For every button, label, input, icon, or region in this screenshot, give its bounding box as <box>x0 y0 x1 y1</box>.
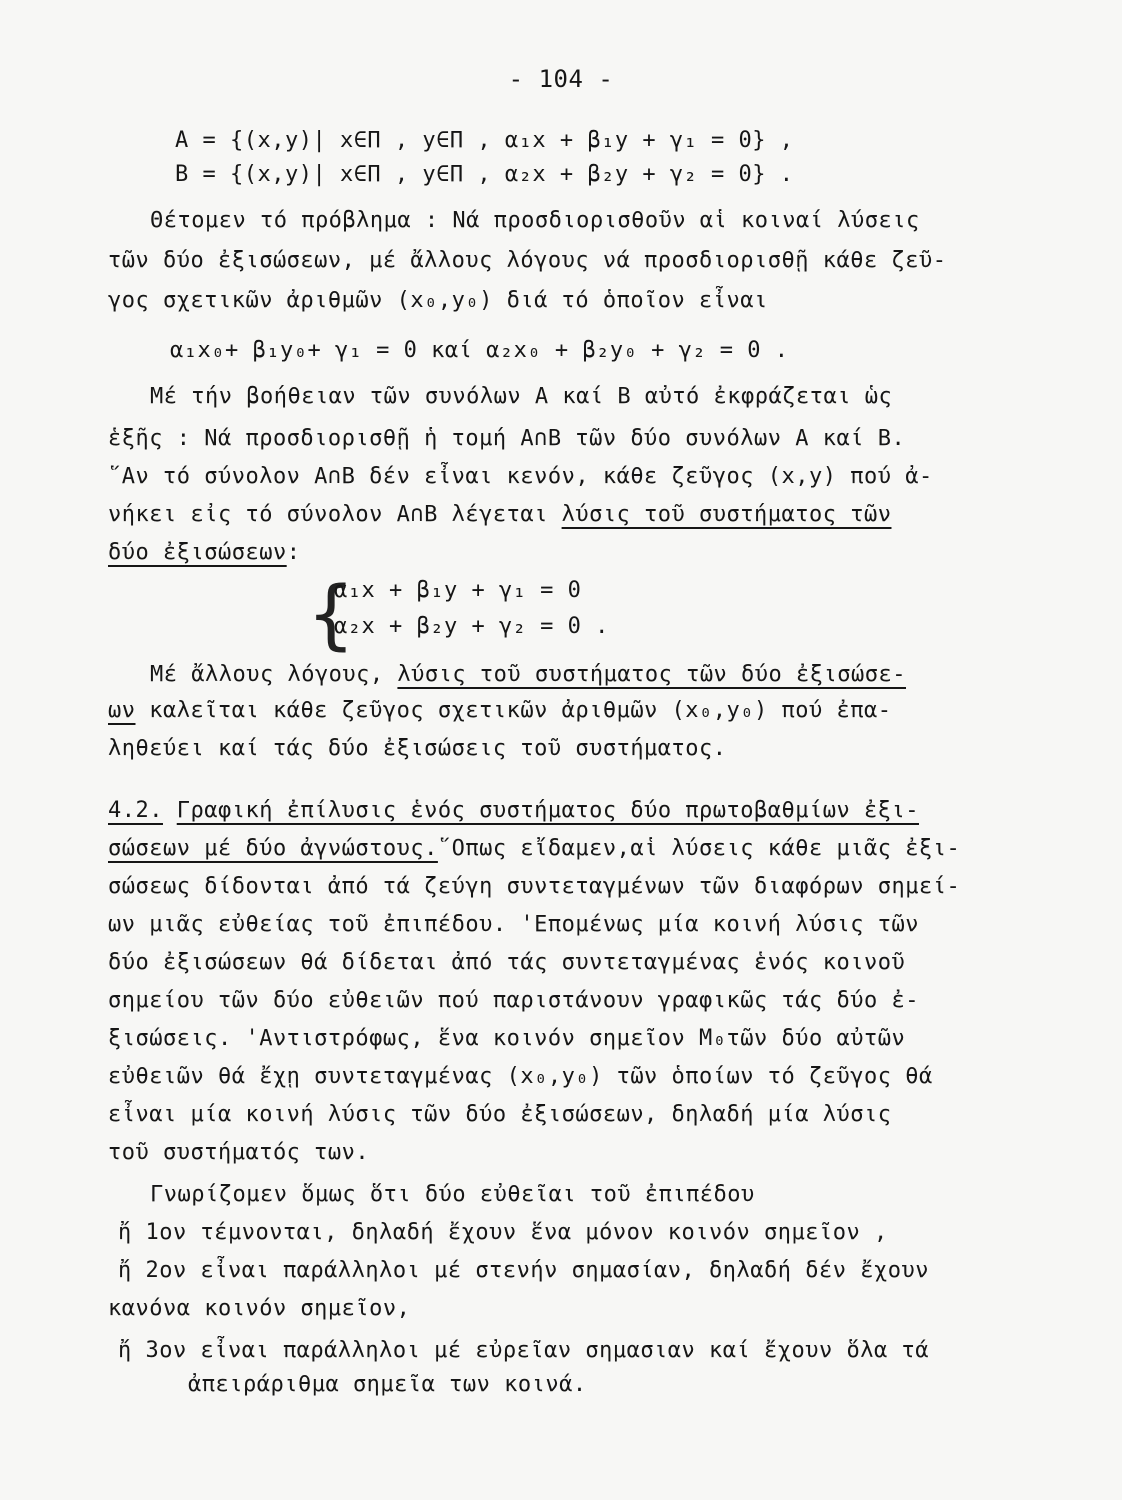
para2-line3: ῞Αν τό σύνολον Α∩Β δέν εἶναι κενόν, κάθε ζεῦγος (x,y) πού ἀ- <box>108 464 933 489</box>
section-text-line1: ῞Οπως εἴδαμεν,αἱ λύσεις κάθε μιᾶς ἐξι- <box>437 836 961 861</box>
system-eq2: α₂x + β₂y + γ₂ = 0 . <box>334 614 609 639</box>
case-3: ἤ 3ον εἶναι παράλληλοι μέ εὐρεῖαν σημασιαν καί ἔχουν ὅλα τά <box>118 1338 929 1363</box>
section-text-line5: σημείου τῶν δύο εὐθειῶν πού παριστάνουν γραφικῶς τάς δύο ἐ- <box>108 988 919 1013</box>
para2-line4 <box>108 500 992 530</box>
system-eq1: α₁x + β₁y + γ₁ = 0 <box>334 578 582 603</box>
section-text-line8: εἶναι μία κοινή λύσις τῶν δύο ἐξισώσεων, δηλαδή μία λύσις <box>108 1102 892 1127</box>
para2-line1: Μέ τήν βοήθειαν τῶν συνόλων Α καί Β αὐτό ἐκφράζεται ὡς <box>150 384 893 409</box>
para1-line1: Θέτομεν τό πρόβλημα : Νά προσδιορισθοῦν αἱ κοιναί λύσεις <box>150 208 920 233</box>
para2-line5-colon: : <box>286 540 301 565</box>
section-text-line6: ξισώσεις. 'Αντιστρόφως, ἕνα κοινόν σημεῖον M₀τῶν δύο αὐτῶν <box>108 1026 906 1051</box>
system-brace: { <box>308 569 354 658</box>
page-number: - 104 - <box>508 65 614 93</box>
case-3-continued: ἀπειράριθμα σημεῖα των κοινά. <box>188 1372 587 1397</box>
section-text-line3: ων μιᾶς εὐθείας τοῦ ἐπιπέδου. 'Επομένως μία κοινή λύσις τῶν <box>108 912 919 937</box>
para3-line1-text: Μέ ἄλλους λόγους, <box>150 662 398 687</box>
para3-line2-text: καλεῖται κάθε ζεῦγος σχετικῶν ἀριθμῶν (x₀,y₀) πού ἐπα- <box>135 698 892 723</box>
section-text-line7: εὐθειῶν θά ἔχῃ συντεταγμένας (x₀,y₀) τῶν ὁποίων τό ζεῦγος θά <box>108 1064 933 1089</box>
para3-line3: ληθεύει καί τάς δύο ἐξισώσεις τοῦ συστήματος. <box>108 736 727 761</box>
para2-line5 <box>108 538 992 568</box>
section-text-line9: τοῦ συστήματός των. <box>108 1140 370 1165</box>
set-a-definition: A = {(x,y)| x∈Π , y∈Π , α₁x + β₁y + γ₁ = 0} , <box>175 128 794 153</box>
para1-line3: γος σχετικῶν ἀριθμῶν (x₀,y₀) διά τό ὁποῖον εἶναι <box>108 288 768 313</box>
para3-line1 <box>150 660 992 690</box>
section-heading-line1 <box>108 796 992 826</box>
solution-equation: α₁x₀+ β₁y₀+ γ₁ = 0 καί α₂x₀ + β₂y₀ + γ₂ = 0 . <box>170 338 789 363</box>
case-2: ἤ 2ον εἶναι παράλληλοι μέ στενήν σημασίαν, δηλαδή δέν ἔχουν <box>118 1258 929 1283</box>
term-two-equations: δύο ἐξισώσεων <box>108 540 287 565</box>
term-system-solution-2: λύσις τοῦ συστήματος τῶν δύο ἐξισώσε- <box>397 662 906 687</box>
set-b-definition: B = {(x,y)| x∈Π , y∈Π , α₂x + β₂y + γ₂ = 0} . <box>175 162 794 187</box>
section-text-line4: δύο ἐξισώσεων θά δίδεται ἀπό τάς συντεταγμένας ἑνός κοινοῦ <box>108 950 906 975</box>
para3-line2 <box>108 696 992 726</box>
para1-line2: τῶν δύο ἐξισώσεων, μέ ἄλλους λόγους νά προσδιορισθῇ κάθε ζεῦ- <box>108 248 947 273</box>
para2-line4-text: νήκει εἰς τό σύνολον Α∩Β λέγεται <box>108 502 562 527</box>
section-number: 4.2. <box>108 798 163 823</box>
term-system-solution: λύσις τοῦ συστήματος τῶν <box>561 502 892 527</box>
section-text-line2: σώσεως δίδονται ἀπό τά ζεύγη συντεταγμένων τῶν διαφόρων σημεί- <box>108 874 961 899</box>
para2-line2: ἑξῆς : Νά προσδιορισθῇ ἡ τομή Α∩Β τῶν δύο συνόλων Α καί Β. <box>108 426 906 451</box>
section-heading-line2 <box>108 834 992 864</box>
case-1: ἤ 1ον τέμνονται, δηλαδή ἔχουν ἕνα μόνον κοινόν σημεῖον , <box>118 1220 888 1245</box>
para5-intro: Γνωρίζομεν ὅμως ὅτι δύο εὐθεῖαι τοῦ ἐπιπέδου <box>150 1182 755 1207</box>
term-ending: ων <box>108 698 136 723</box>
section-title-part1: Γραφική ἐπίλυσις ἑνός συστήματος δύο πρωτοβαθμίων ἐξι- <box>176 798 919 823</box>
case-2-continued: κανόνα κοινόν σημεῖον, <box>108 1296 411 1321</box>
section-title-part2: σώσεων μέ δύο ἀγνώστους. <box>108 836 438 861</box>
